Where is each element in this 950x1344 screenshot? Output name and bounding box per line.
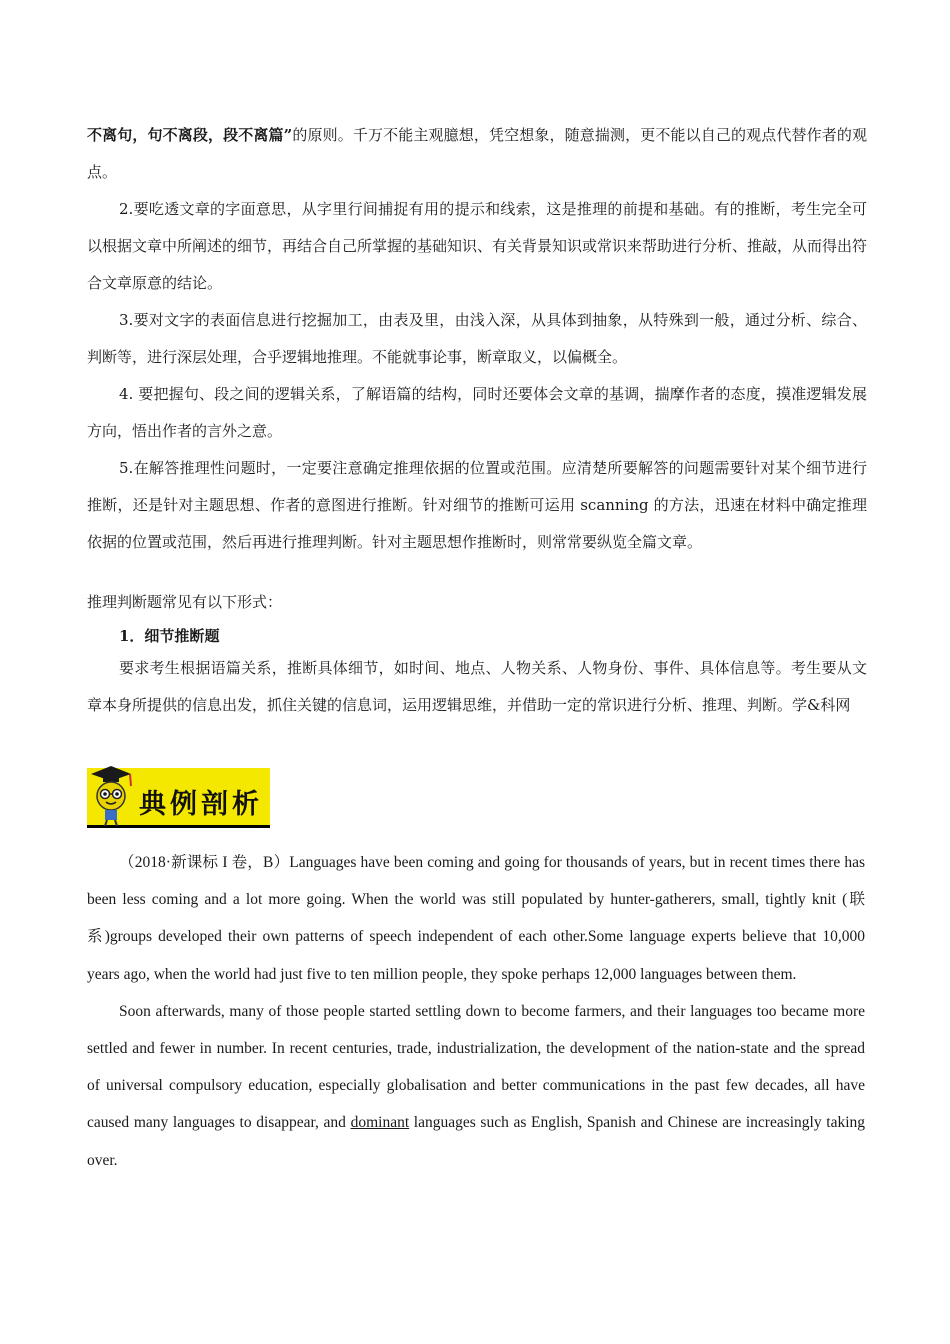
- graduate-mascot-icon: [87, 766, 137, 826]
- forms-section: [87, 585, 867, 653]
- passage-p2-text: Soon afterwards, many of those people started settling down to become farmers, and their languages too became more settled and fewer in number. In recent centuries, trade, industrialization, the development of the nation-state and the spread of universal compulsory education, especially globalisation and better communications in the past few decades, all have caused many languages to disappear, and: [87, 1002, 865, 1132]
- point-4: 4. 要把握句、段之间的逻辑关系，了解语篇的结构，同时还要体会文章的基调，揣摩作者的态度，摸准逻辑发展方向，悟出作者的言外之意。: [87, 385, 867, 440]
- intro-text: 的原则。千万不能主观臆想，凭空想象，随意揣测，更不能以自己的观点代替作者的观点。: [87, 126, 867, 181]
- passage-p2-end: languages such as English, Spanish and Chinese are increasingly taking over.: [87, 1114, 866, 1169]
- passage-paragraph-1: （2018·新课标 I 卷，B）Languages have been coming and going for thousands of years, but in recent times there has been less coming and a lot more going. When the world was still populated by hunter-gatherers, small, tightly knit (联系)groups developed their own patterns of speech independent of each other.Some language experts believe that 10,000 years ago, when the world had just five to ten million people, they spoke perhaps 12,000 languages between them.: [87, 854, 865, 983]
- point-2: 2.要吃透文章的字面意思，从字里行间捕捉有用的提示和线索，这是推理的前提和基础。有的推断，考生完全可以根据文章中所阐述的细节，再结合自己所掌握的基础知识、有关背景知识或常识来帮助进行分析、推敲，从而得出符合文章原意的结论。: [87, 200, 868, 292]
- forms-intro: 推理判断题常见有以下形式：: [87, 593, 283, 611]
- banner-label: 典例剖析: [139, 789, 263, 820]
- section-body-block: [87, 650, 867, 724]
- guidance-text: [87, 117, 867, 561]
- point-5: 5.在解答推理性问题时，一定要注意确定推理依据的位置或范围。应清楚所要解答的问题需要针对某个细节进行推断，还是针对主题思想、作者的意图进行推断。针对细节的推断可运用 scanning 的方法，迅速在材料中确定推理依据的位置或范围，然后再进行推理判断。针对主题思想作推断时，则常常要纵览全篇文章。: [87, 459, 867, 551]
- example-banner: [87, 768, 270, 828]
- section-body: 要求考生根据语篇关系，推断具体细节，如时间、地点、人物关系、人物身份、事件、具体信息等。考生要从文章本身所提供的信息出发，抓住关键的信息词，运用逻辑思维，并借助一定的常识进行分析、推理、判断。学&科网: [87, 659, 867, 714]
- intro-bold-text: 不离句，句不离段，段不离篇”: [87, 126, 293, 144]
- passage-paragraph-2: [87, 993, 865, 1179]
- point-3: 3.要对文字的表面信息进行挖掘加工，由表及里，由浅入深，从具体到抽象，从特殊到一般，通过分析、综合、判断等，进行深层处理，合乎逻辑地推理。不能就事论事，断章取义，以偏概全。: [87, 311, 867, 366]
- reading-passage: [87, 844, 865, 1179]
- section-heading: 1．细节推断题: [119, 627, 220, 645]
- intro-paragraph: [87, 117, 867, 191]
- underlined-word: dominant: [350, 1114, 410, 1132]
